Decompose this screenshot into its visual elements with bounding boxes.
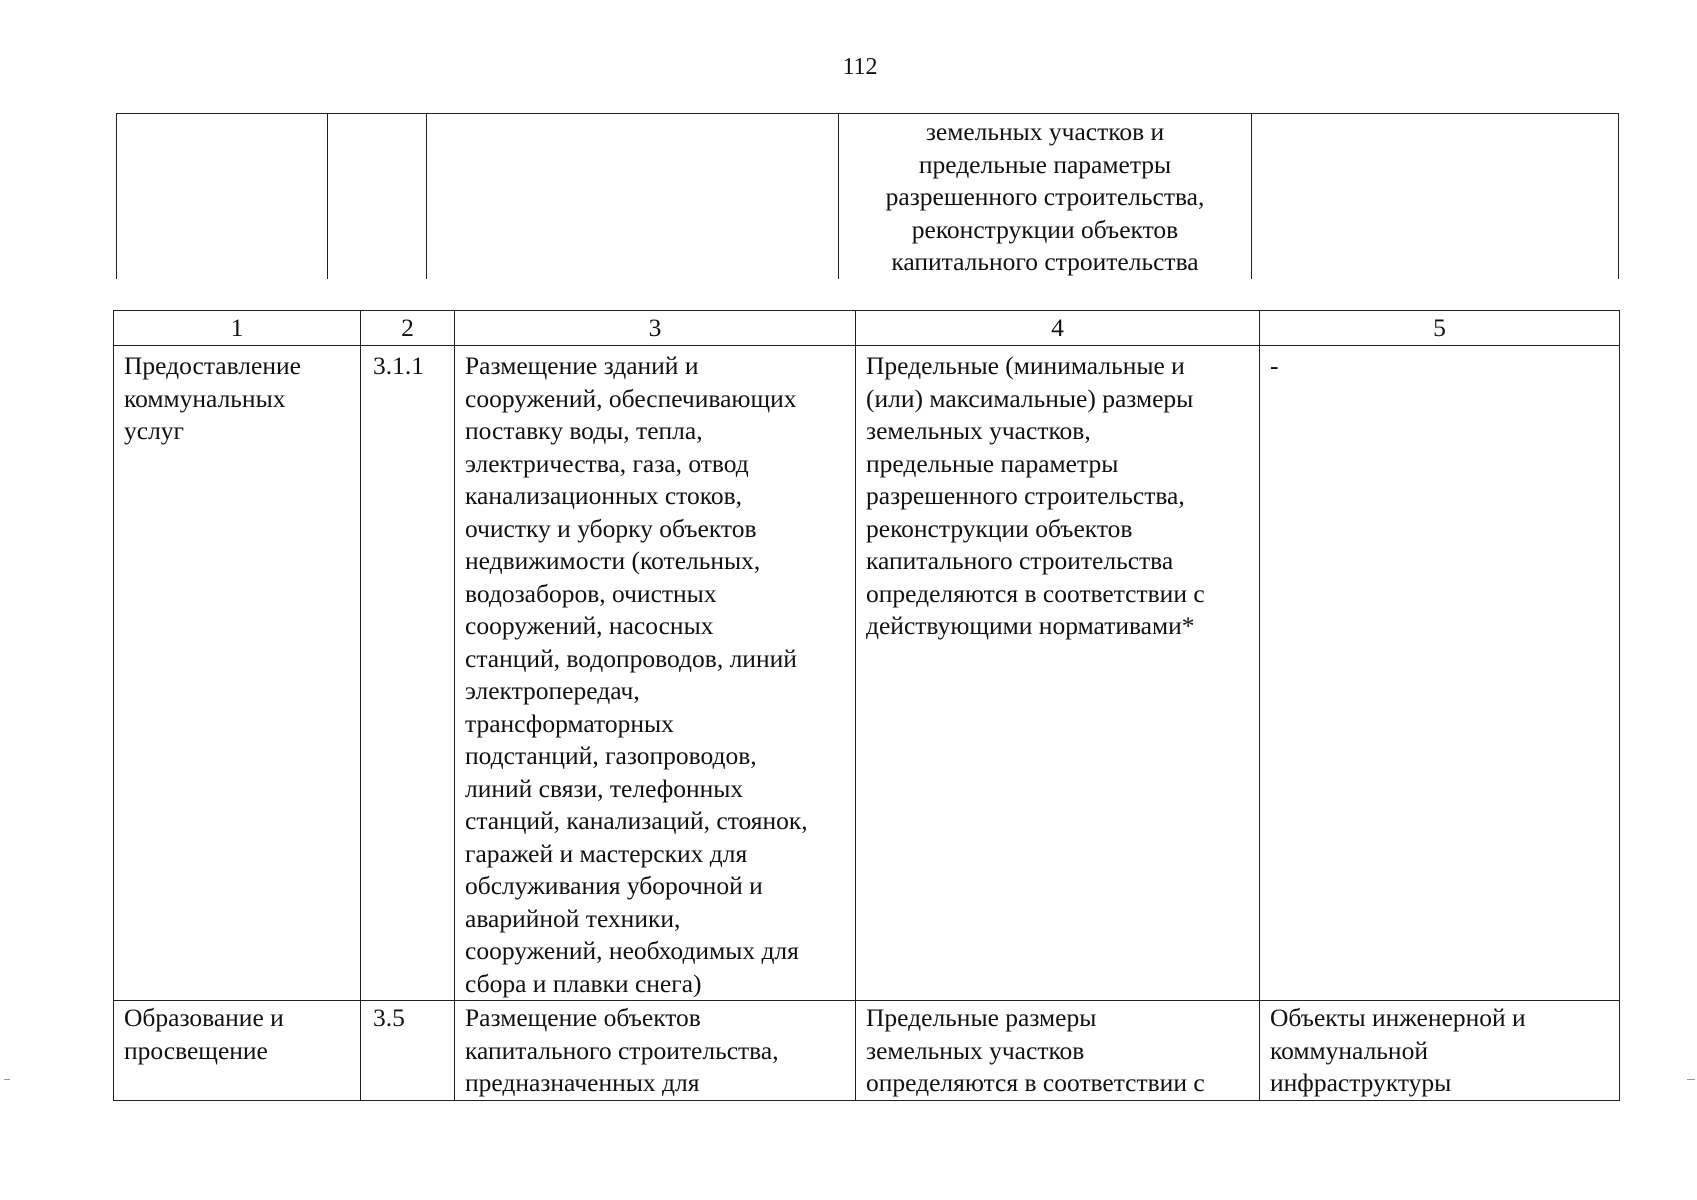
row-cell-code [361,346,455,1001]
table-row [114,346,1620,1001]
continued-table-fragment [116,113,1619,279]
row-code-text: 3.5 [373,1003,405,1032]
row-cell-description [455,1001,856,1101]
row-cell-code [361,1001,455,1101]
land-use-table [113,310,1620,1101]
row-cell-description [455,346,856,1001]
continued-cell-col4 [839,114,1252,280]
row-notes-text: Объекты инженерной и коммунальной инфраструктуры [1270,1003,1526,1097]
row-cell-name [114,346,361,1001]
page-number: 112 [842,54,878,80]
header-col-1: 1 [114,311,361,346]
row-cell-notes [1260,1001,1620,1101]
row-parameters-text: Предельные размеры земельных участков определяются в соответствии с [866,1003,1205,1097]
continued-col4-text: земельных участков и предельные параметры разрешенного строительства, реконструкции объектов капитального строительства [885,117,1205,276]
row-name-text: Предоставление коммунальных услуг [124,351,301,445]
row-name-text: Образование и просвещение [124,1003,284,1065]
row-description-text: Размещение зданий и сооружений, обеспечивающих поставку воды, тепла, электричества, газа, отвод канализационных стоков, очистку и уборку объектов недвижимости (котельных, водозаборов, очистных сооружений, насосных станций, водопроводов, линий электропередач, трансформаторных подстанций, газопроводов, линий связи, телефонных станций, канализаций, стоянок, гаражей и мастерских для обслуживания уборочной и аварийной техники, сооружений, необходимых для сбора и плавки снега) [465,351,808,998]
continued-cell-col3 [427,114,839,280]
header-col-3: 3 [455,311,856,346]
table-header-row [114,311,1620,346]
continued-cell-col5 [1252,114,1619,280]
header-col-2: 2 [361,311,455,346]
table-row [114,1001,1620,1101]
continued-cell-col1 [117,114,328,280]
row-description-text: Размещение объектов капитального строительства, предназначенных для [465,1003,779,1097]
row-code-text: 3.1.1 [373,351,424,380]
header-col-5: 5 [1260,311,1620,346]
row-cell-parameters [856,346,1260,1001]
row-cell-name [114,1001,361,1101]
scan-edge-mark-left [4,1079,10,1080]
scan-edge-mark-right [1687,1079,1695,1080]
row-cell-parameters [856,1001,1260,1101]
row-notes-text: - [1270,351,1279,380]
continued-cell-col2 [328,114,427,280]
row-parameters-text: Предельные (минимальные и (или) максимальные) размеры земельных участков, предельные параметры разрешенного строительства, реконструкции объектов капитального строительства определяются в соответствии с действующими нормативами* [866,351,1205,640]
row-cell-notes [1260,346,1620,1001]
header-col-4: 4 [856,311,1260,346]
